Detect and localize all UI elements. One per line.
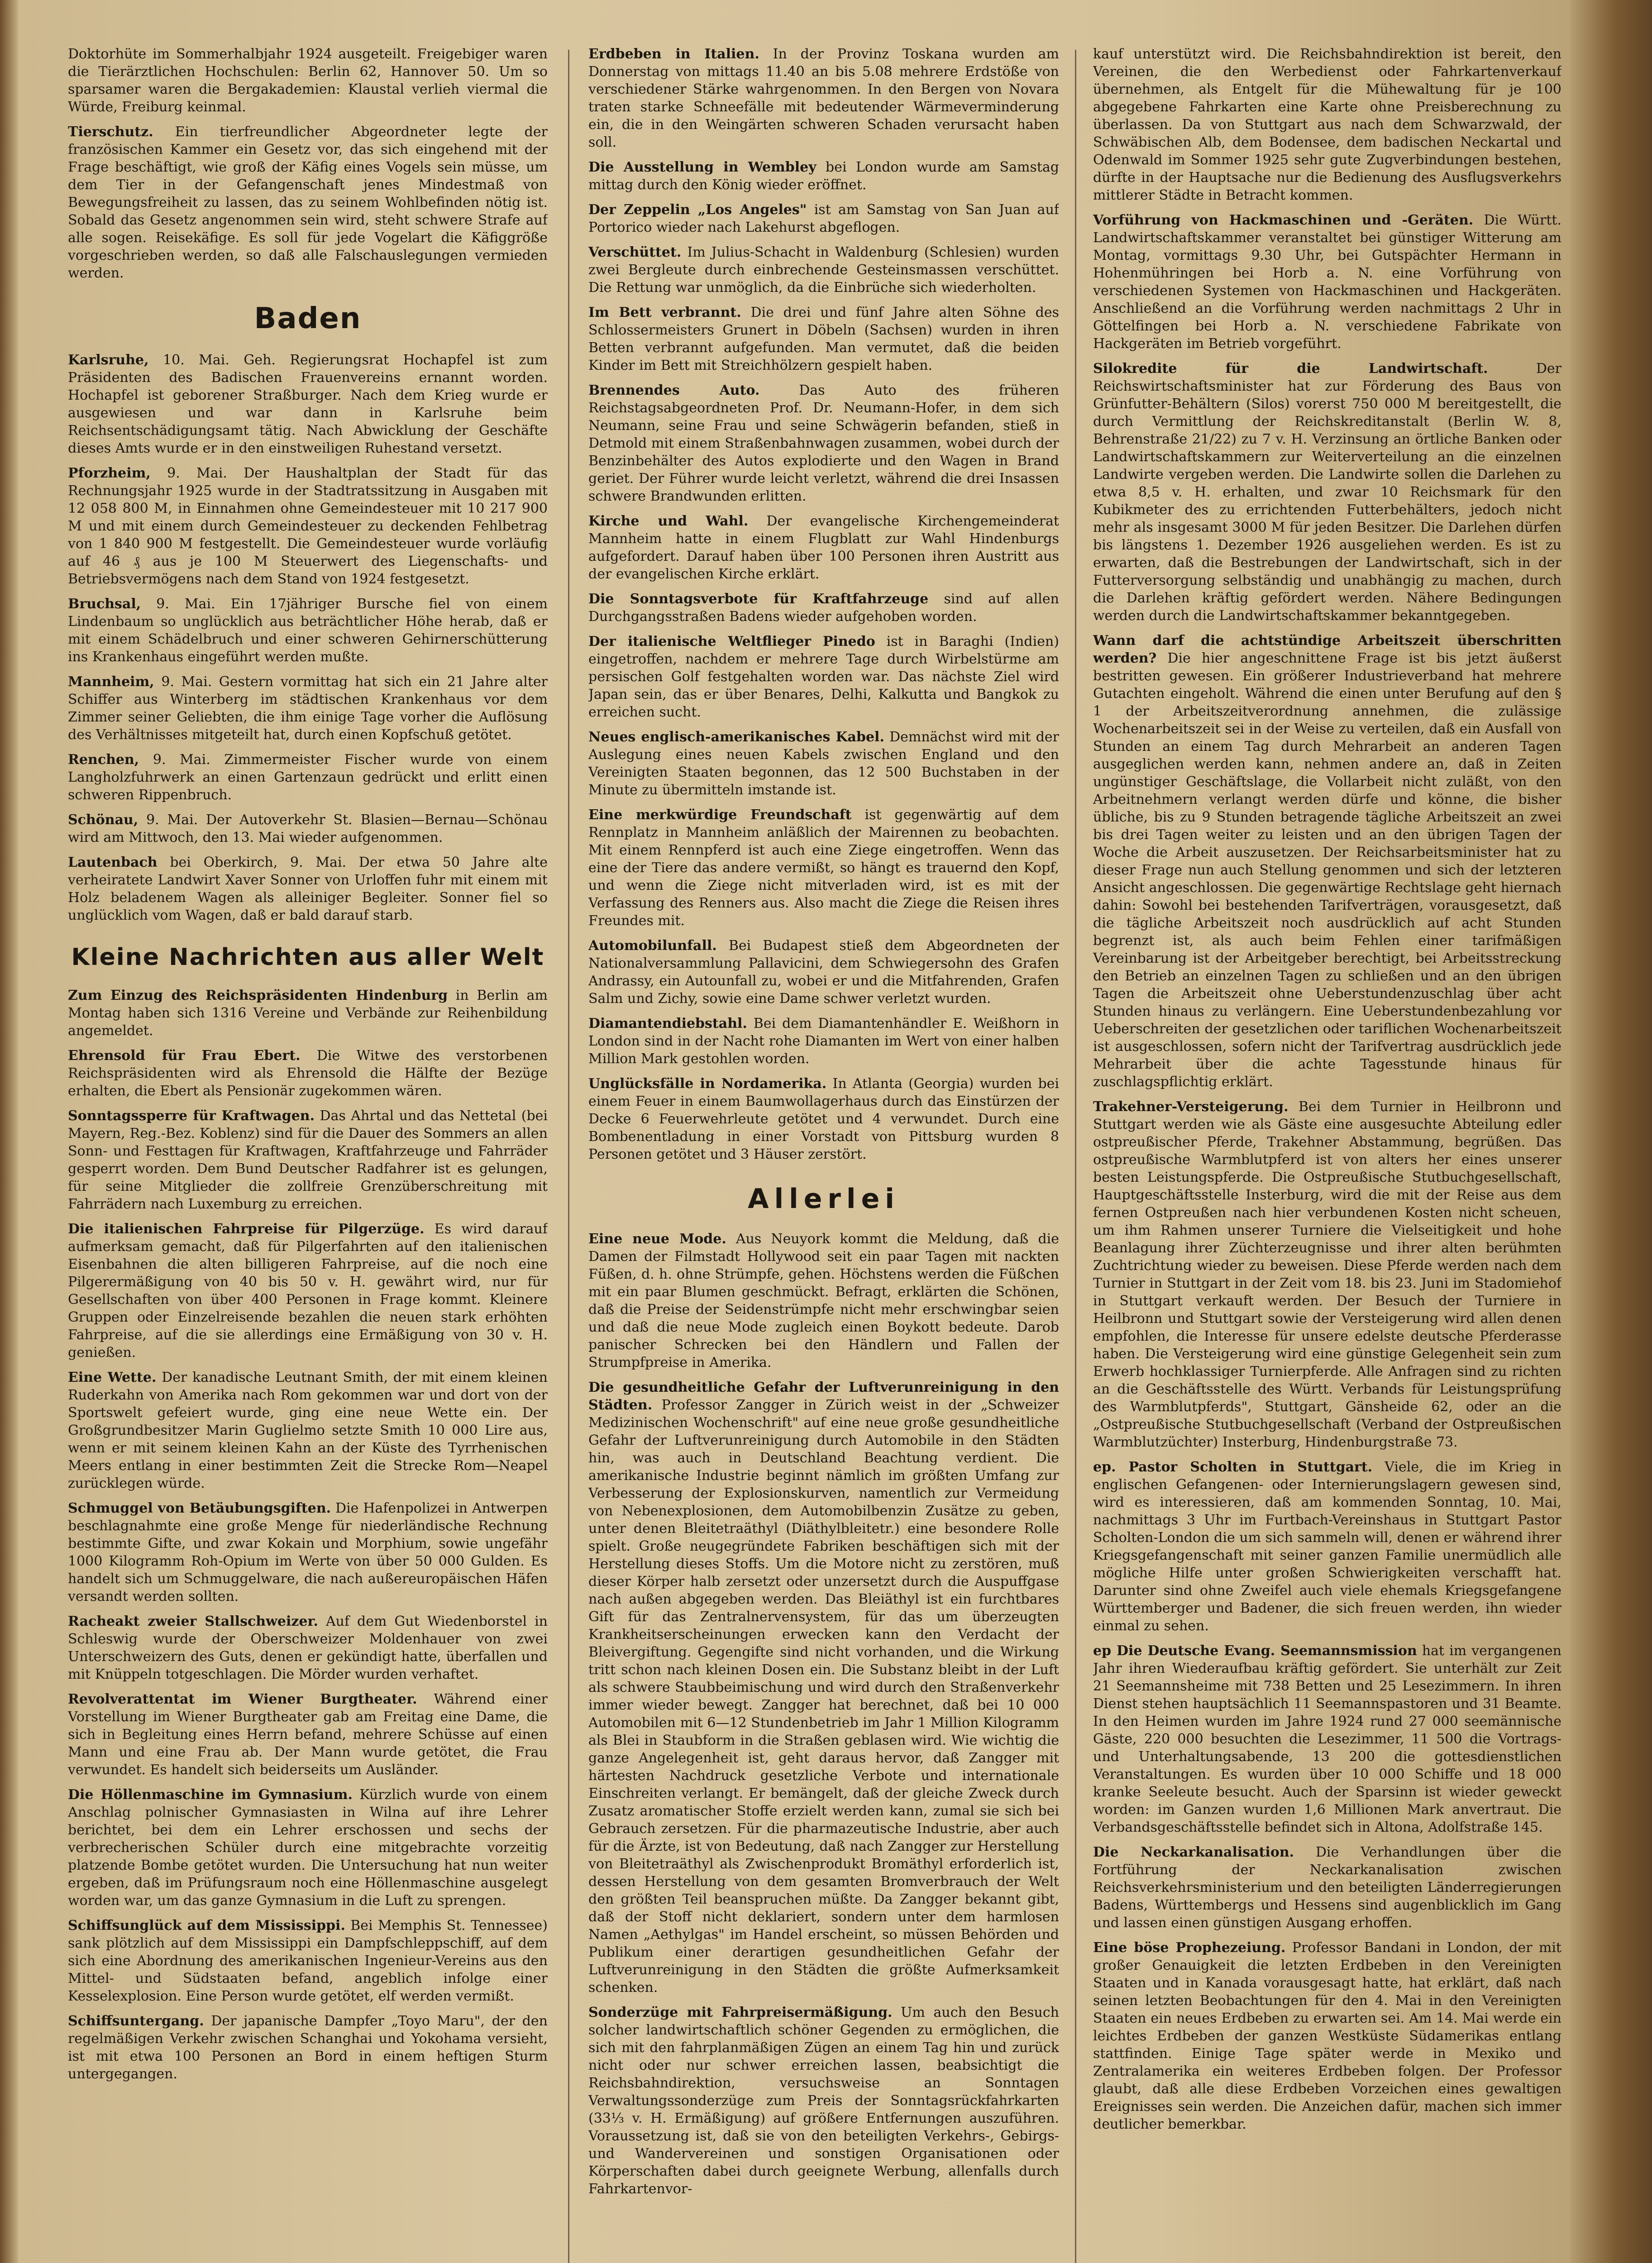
article-text: Der japanische Dampfer „Toyo Maru", der den regelmäßigen Verkehr zwischen Schanghai und Yokohama versieht, ist mit etwa 100 Personen an Bord in einem heftigen Sturm untergegangen. (68, 2013, 548, 2082)
news-articles (588, 45, 1059, 1163)
article-text: Um auch den Besuch solcher landwirtschaftlich schöner Gegenden zu ermöglichen, die sich mit den fahrplanmäßigen Zügen an einem Tag hin und zurück nicht oder nur schwer erreichen lassen, beabsichtigt die Reichsbahndirektion, versuchsweise an Sonntagen Verwaltungssonderzüge zum Preis der Sonntagsrückfahrkarten (33⅓ v. H. Ermäßigung) auf größere Entfernungen auszuführen. Voraussetzung ist, daß sie von den beteiligten Verkehrs-, Gebirgs- und Wandervereinen und sonstigen Organisationen oder Körperschaften dabei durch geeignete Werbung, allenfalls durch Fahrkartenvor- (588, 2005, 1059, 2197)
article-paragraph (68, 1613, 548, 1683)
section-title-allerlei: Allerlei (748, 1183, 900, 1215)
article-headline: Schmuggel von Betäubungsgiften. (68, 1500, 331, 1516)
article-paragraph (588, 512, 1059, 583)
article-paragraph (68, 1690, 548, 1779)
article-text: Die Württ. Landwirtschaftskammer veranstaltet bei günstiger Witterung am Montag, vormittags 9.30 Uhr, bei Gutspächter Hermann in Hohenmühringen bei Horb a. N. eine Vorführung von verschiedenen Systemen von Hackmaschinen und Hackgeräten. Anschließend an die Vorführung werden nachmittags 2 Uhr in Göttelfingen bei Horb a. N. verschiedene Fabrikate von Hackgeräten im Betrieb vorgeführt. (1093, 212, 1561, 352)
article-headline: Mannheim, (68, 674, 154, 690)
baden-articles (68, 351, 548, 924)
article-headline: Sonntagssperre für Kraftwagen. (68, 1108, 315, 1124)
article-paragraph (588, 728, 1059, 799)
article-paragraph (68, 751, 548, 804)
article-text: Bei dem Turnier in Heilbronn und Stuttgart werden wie als Gäste eine ausgesuchte Abteilung edler ostpreußischer Pferde, Trakehner Abstammung, begrüßen. Das ostpreußische Warmblutpferd ist von alters her eines unserer besten Leistungspferde. Die Ostpreußische Stutbuchgesellschaft, Hauptgeschäftsstelle Insterburg, wird die mit der Reise aus dem fernen Ostpreußen nach hier verbundenen Kosten nicht scheuen, um ihm Rahmen unserer Turniere die Vielseitigkeit und hohe Beanlagung ihrer Züchterzeugnisse und ihrer alten berühmten Zuchtrichtung wieder zu beweisen. Diese Pferde werden nach dem Turnier in Stuttgart in der Zeit vom 18. bis 23. Juni im Stadomiehof in Stuttgart verkauft werden. Der Besuch der Turniere in Heilbronn und Stuttgart sowie der Versteigerung wird allen denen empfohlen, die Interesse für unsere edelste deutsche Pferderasse haben. Die Versteigerung wird eine günstige Gelegenheit sein zum Erwerb hochklassiger Turnierpferde. Alle Anfragen sind zu richten an die Geschäftsstelle des Württ. Verbands für Leistungsprüfung des Warmblutpferds", Stuttgart, Gänsheide 62, oder an die „Ostpreußische Stutbuchgesellschaft (Verband der Ostpreußischen Warmblutzüchter) Insterburg, Hindenburgstraße 73. (1093, 1099, 1561, 1450)
article-text: Es wird darauf aufmerksam gemacht, daß für Pilgerfahrten auf den italienischen Eisenbahnen die alten billigeren Fahrpreise, auf die noch eine Pilgerermäßigung von 40 bis 50 v. H. gewährt wird, nur für Gesellschaften von über 400 Personen in Frage kommt. Kleinere Gruppen oder Einzelreisende bezahlen die neuen stark erhöhten Fahrpreise, auf die sie allerdings eine Ermäßigung von 30 v. H. genießen. (68, 1221, 548, 1361)
article-text: Das Ahrtal und das Nettetal (bei Mayern, Reg.-Bez. Koblenz) sind für die Dauer des Sommers an allen Sonn- und Festtagen für Kraftwagen, Kraftfahrzeuge und Fahrräder gesperrt worden. Dem Bund Deutscher Radfahrer ist es gelungen, für seine Mitglieder die zollfreie Grenzüberschreitung mit Fahrrädern nach Luxemburg zu erreichen. (68, 1108, 548, 1212)
article-text: Die Witwe des verstorbenen Reichspräsidenten wird als Ehrensold die Hälfte der Bezüge erhalten, die Ebert als Pensionär zugekommen wären. (68, 1047, 548, 1099)
article-paragraph (68, 1786, 548, 1910)
article-text: In der Provinz Toskana wurden am Donnerstag von mittags 11.40 an bis 5.08 mehrere Erdstöße von verschiedener Stärke wahrgenommen. In den Bergen von Novara traten starke Schneefälle mit bedeutender Wärmeverminderung ein, die in den Weingärten schweren Schaden verursacht haben soll. (588, 46, 1059, 150)
article-paragraph (68, 351, 548, 457)
article-paragraph (68, 2012, 548, 2083)
article-headline: Schiffsuntergang. (68, 2013, 204, 2029)
article-text: Doktorhüte im Sommerhalbjahr 1924 ausgeteilt. Freigebiger waren die Tierärztlichen Hochschulen: Berlin 62, Hannover 50. Um so sparsamer waren die Bergakademien: Klaustal verlieh viermal die Würde, Freiburg keinmal. (68, 46, 548, 115)
section-title-kleine-nachrichten: Kleine Nachrichten aus aller Welt (71, 944, 544, 971)
article-text: in Berlin am Montag haben sich 1316 Vereine und Verbände zur Reihenbildung angemeldet. (68, 987, 548, 1039)
article-headline: Wann darf die achtstündige Arbeitszeit überschritten werden? (1093, 633, 1561, 666)
article-headline: Schiffsunglück auf dem Mississippi. (68, 1917, 345, 1934)
article-paragraph (68, 854, 548, 924)
article-paragraph (1093, 632, 1561, 1091)
article-paragraph (588, 382, 1059, 505)
article-text: Die drei und fünf Jahre alten Söhne des Schlossermeisters Grunert in Döbeln (Sachsen) wurden in ihren Betten verbrannt aufgefunden. Man vermutet, daß die beiden Kinder im Bett mit Streichhölzern gespielt haben. (588, 305, 1059, 373)
article-text: 9. Mai. Ein 17jähriger Bursche fiel von einem Lindenbaum so unglücklich aus beträchtlicher Höhe herab, daß er mit einem Schädelbruch und einer schweren Gehirnerschütterung ins Krankenhaus eingeführt werden mußte. (68, 596, 548, 665)
article-paragraph (68, 1499, 548, 1605)
article-text: kauf unterstützt wird. Die Reichsbahndirektion ist bereit, den Vereinen, die den Werbedienst oder Fahrkartenverkauf übernehmen, als Entgelt für die Mühewaltung für je 100 abgegebene Fahrkarten eine Karte ohne Preisberechnung zu überlassen. Da von Stuttgart aus nach dem Schwarzwald, der Schwäbischen Alb, dem Bodensee, dem badischen Neckartal und Odenwald im Sommer 1925 sehr gute Zugverbindungen bestehen, dürfte in der Hauptsache nur die Bedienung des Ausflugsverkehrs mittlerer Städte in Betracht kommen. (1093, 46, 1561, 203)
article-paragraph (68, 1107, 548, 1213)
kleine-nachrichten-articles (68, 987, 548, 2083)
article-text: ist in Baraghi (Indien) eingetroffen, nachdem er mehrere Tage durch Wirbelstürme am persischen Golf festgehalten worden war. Das nächste Ziel wird Japan sein, das er über Benares, Delhi, Kalkutta und Bangkok zu erreichen sucht. (588, 634, 1059, 720)
article-paragraph (68, 1220, 548, 1361)
article-text: Aus Neuyork kommt die Meldung, daß die Damen der Filmstadt Hollywood seit ein paar Tagen mit nackten Füßen, d. h. ohne Strümpfe, gehen. Höchstens werden die Füßchen mit ein paar Blumen geschmückt. Befragt, erklärten die Schönen, daß die Preise der Seidenstrümpfe nicht mehr erschwingbar seien und daß die neue Mode zugleich einen Boykott bedeute. Darob panischer Schrecken bei den Händlern und Fallen der Strumpfpreise in Amerika. (588, 1231, 1059, 1370)
article-paragraph (1093, 360, 1561, 625)
intro-articles (68, 45, 548, 282)
page-right-edge (1571, 0, 1652, 2263)
article-text: Der Reichswirtschaftsminister hat zur Förderung des Baus von Grünfutter-Behältern (Silos) vorerst 750 000 M bereitgestellt, die durch Vermittlung der Reichskreditanstalt (Berlin W. 8, Behrenstraße 21/22) zu 7 v. H. Verzinsung an örtliche Banken oder Landwirtschaftskammern zur Weiterverteilung an die einzelnen Landwirte vergeben werden. Die Landwirte sollen die Darlehen zu etwa 8,5 v. H. erhalten, und zwar 10 Reichsmark für den Kubikmeter des zu errichtenden Futterbehälters, jedoch nicht mehr als insgesamt 3000 M für jeden Besitzer. Die Darlehen dürfen bis längstens 1. Dezember 1926 ausgeliehen werden. Es ist zu erwarten, daß die Bestrebungen der Landwirtschaft, sich in der Futterversorgung selbständig und unabhängig zu machen, durch die Darlehen kräftig gefördert werden. Nähere Bedingungen werden durch die Landwirtschaftskammer bekanntgegeben. (1093, 361, 1561, 624)
article-headline: Die Ausstellung in Wembley (588, 159, 816, 175)
article-text: Die Verhandlungen über die Fortführung der Neckarkanalisation zwischen Reichsverkehrsministerium und den beteiligten Länderregierungen Badens, Württembergs und Hessens sind augenblicklich im Gang und lassen einen günstigen Ausgang erhoffen. (1093, 1844, 1561, 1931)
article-headline: Trakehner-Versteigerung. (1093, 1099, 1289, 1115)
article-headline: Karlsruhe, (68, 352, 149, 368)
article-text: 10. Mai. Geh. Regierungsrat Hochapfel ist zum Präsidenten des Badischen Frauenvereins ernannt worden. Hochapfel ist geborener Straßburger. Nach dem Krieg wurde er ausgewiesen und war dann in Karlsruhe beim Reichsentschädigungsamt tätig. Nach Abwicklung der Geschäfte dieses Amts wurde er in den einstweiligen Ruhestand versetzt. (68, 352, 548, 457)
article-text: ist gegenwärtig auf dem Rennplatz in Mannheim anläßlich der Mairennen zu beobachten. Mit einem Rennpferd ist auch eine Ziege eingetroffen. Wenn das eine der Tiere das andere vermißt, so hängt es trauernd den Kopf, und wenn die Ziege nicht mitverladen wird, ist es mit der Verfassung des Renners aus. Also macht die Ziege die Reisen ihres Freundes mit. (588, 807, 1059, 929)
article-paragraph (1093, 45, 1561, 204)
article-text: sind auf allen Durchgangsstraßen Badens wieder aufgehoben worden. (588, 591, 1059, 625)
article-text: hat im vergangenen Jahr ihren Wiederaufbau kräftig gefördert. Sie unterhält zur Zeit 21 Seemannsheime mit 738 Betten und 25 Lesezimmern. In ihren Dienst stehen hauptsächlich 11 Seemannspastoren und 31 Beamte. In den Heimen wurden im Jahre 1924 rund 27 000 seemännische Gäste, 220 000 besuchten die Lesezimmer, 11 500 die Vortrags- und Unterhaltungsabende, 13 200 die gottesdienstlichen Veranstaltungen. Es wurden über 10 000 Schiffe und 18 000 kranke Seeleute besucht. Auch der Sparsinn ist wieder geweckt worden: im Ganzen wurden 1,6 Millionen Mark anvertraut. Die Verbandsgeschäftsstelle befindet sich in Altona, Adolfstraße 145. (1093, 1643, 1561, 1835)
article-text: Im Julius-Schacht in Waldenburg (Schlesien) wurden zwei Bergleute durch einbrechende Gesteinsmassen verschüttet. Die Rettung war unmöglich, da die Einbrüche sich wiederholten. (588, 244, 1059, 296)
article-headline: Eine merkwürdige Freundschaft (588, 807, 852, 823)
article-text: Auf dem Gut Wiedenborstel in Schleswig wurde der Oberschweizer Moldenhauer von zwei Unterschweizern des Guts, denen er gekündigt hatte, überfallen und mit Knüppeln totgeschlagen. Die Mörder wurden verhaftet. (68, 1613, 548, 1682)
article-paragraph (68, 45, 548, 116)
article-paragraph (1093, 1098, 1561, 1451)
article-headline: Eine neue Mode. (588, 1231, 726, 1247)
article-text: Ein tierfreundlicher Abgeordneter legte der französischen Kammer ein Gesetz vor, das sich eingehend mit der Frage beschäftigt, wie groß der Käfig eines Vogels sein müsse, um dem Tier in der Gefangenschaft jenes Mindestmaß von Bewegungsfreiheit zu lassen, das zu seinem Wohlbefinden nötig ist. Sobald das Gesetz angenommen sein wird, steht schwere Strafe auf alle sogen. Reisekäfige. Es soll für jede Vogelart die Käfiggröße vorgeschrieben werden, so daß alle Falschauslegungen vermieden werden. (68, 124, 548, 281)
article-paragraph (1093, 1642, 1561, 1836)
article-text: Kürzlich wurde von einem Anschlag polnischer Gymnasiasten in Wilna auf ihre Lehrer berichtet, bei dem ein Lehrer erschossen und sechs der verbrecherischen Schüler durch eine mitgebrachte vorzeitig platzende Bombe getötet wurden. Die Untersuchung hat nun weiter ergeben, daß im Prüfungsraum noch eine Höllenmaschine ausgelegt worden war, um das ganze Gymnasium in die Luft zu sprengen. (68, 1786, 548, 1909)
article-headline: Die gesundheitliche Gefahr der Luftverunreinigung in den Städten. (588, 1380, 1059, 1413)
article-paragraph (588, 1075, 1059, 1163)
article-paragraph (1093, 1458, 1561, 1635)
regional-articles (1093, 45, 1561, 2133)
section-title-baden: Baden (254, 302, 362, 335)
article-paragraph (588, 1015, 1059, 1068)
article-headline: Neues englisch-amerikanisches Kabel. (588, 729, 884, 745)
article-headline: Verschüttet. (588, 244, 682, 260)
article-paragraph (68, 1369, 548, 1492)
article-text: Bei dem Diamantenhändler E. Weißhorn in London sind in der Nacht rohe Diamanten im Wert von einer halben Million Mark gestohlen worden. (588, 1016, 1059, 1067)
article-paragraph (588, 243, 1059, 296)
article-headline: Automobilunfall. (588, 938, 717, 954)
article-paragraph (68, 811, 548, 846)
article-headline: ep. Pastor Scholten in Stuttgart. (1093, 1459, 1373, 1475)
article-headline: Zum Einzug des Reichspräsidenten Hindenburg (68, 987, 448, 1003)
article-headline: Vorführung von Hackmaschinen und -Geräten. (1093, 212, 1474, 228)
article-headline: Bruchsal, (68, 596, 141, 612)
column-right (1093, 45, 1561, 2263)
article-headline: Die Höllenmaschine im Gymnasium. (68, 1786, 353, 1803)
article-text: Das Auto des früheren Reichstagsabgeordneten Prof. Dr. Neumann-Hofer, in dem sich Neumann, seine Frau und seine Schwägerin befanden, stieß in Detmold mit einem Straßenbahnwagen zusammen, wobei durch der Benzinbehälter des Autos explodierte und den Wagen in Brand geriet. Der Führer wurde leicht verletzt, während die drei Insassen schwere Brandwunden erlitten. (588, 382, 1059, 504)
article-headline: Die Sonntagsverbote für Kraftfahrzeuge (588, 591, 929, 607)
article-headline: Der italienische Weltflieger Pinedo (588, 634, 875, 649)
article-paragraph (1093, 1939, 1561, 2133)
article-paragraph (1093, 1843, 1561, 1932)
article-text: Der evangelische Kirchengemeinderat Mannheim hatte in einem Flugblatt zur Wahl Hindenburgs aufgefordert. Darauf haben über 100 Personen ihren Austritt aus der evangelischen Kirche erklärt. (588, 513, 1059, 582)
article-headline: Die Neckarkanalisation. (1093, 1844, 1294, 1860)
article-text: 9. Mai. Der Haushaltplan der Stadt für das Rechnungsjahr 1925 wurde in der Stadtratssitzung in Ausgaben mit 12 058 800 M, in Einnahmen ohne Gemeindesteuer mit 10 217 900 M und mit einem durch Gemeindesteuer zu deckenden Fehlbetrag von 1 840 900 M festgestellt. Die Gemeindesteuer wurde vorläufig auf 46 ₰ aus je 100 M Steuerwert des Liegenschafts- und Betriebsvermögens nach dem Stand von 1924 festgesetzt. (68, 465, 548, 587)
article-text: Professor Bandani in London, der mit großer Genauigkeit die letzten Erdbeben in den Vereinigten Staaten und in Kanada vorausgesagt hatte, hat erklärt, daß nach seinen letzten Beobachtungen für den 4. Mai in den Vereinigten Staaten ein neues Erdbeben zu erwarten sei. Am 14. Mai werde ein leichtes Erdbeben der ganzen Westküste Südamerikas entlang stattfinden. Einige Tage später werde in Mexiko und Zentralamerika ein weiteres Erdbeben folgen. Der Professor glaubt, daß alle diese Erdbeben Vorzeichen eines gewaltigen Ereignisses sein werden. Die Anzeichen dafür, machen sich immer deutlicher bemerkbar. (1093, 1940, 1561, 2132)
article-headline: Tierschutz. (68, 124, 153, 140)
article-text: In Atlanta (Georgia) wurden bei einem Feuer in einem Baumwollagerhaus durch das Einstürzen der Decke 6 Feuerwehrleute getötet und 4 verwundet. Durch eine Bombenentladung in einer Vorstadt von Pittsburg wurden 8 Personen getötet und 3 Häuser zerstört. (588, 1076, 1059, 1162)
article-headline: Die italienischen Fahrpreise für Pilgerzüge. (68, 1221, 425, 1237)
article-text: Bei Memphis St. Tennessee) sank plötzlich auf dem Mississippi ein Dampfschleppschiff, auf dem sich eine Abordnung des amerikanischen Ingenieur-Vereins aus den Mittel- und Südstaaten befand, angeblich infolge einer Kesselexplosion. Eine Person wurde getötet, elf werden vermißt. (68, 1917, 548, 2004)
article-headline: Ehrensold für Frau Ebert. (68, 1047, 301, 1064)
article-headline: Racheakt zweier Stallschweizer. (68, 1613, 318, 1629)
article-text: 9. Mai. Gestern vormittag hat sich ein 21 Jahre alter Schiffer aus Winterberg im städtischen Krankenhaus vor dem Zimmer seiner Geliebten, die ihm einige Tage vorher die Auflösung des Verhältnisses mitgeteilt hat, durch einen Kopfschuß getötet. (68, 674, 548, 743)
article-headline: Unglücksfälle in Nordamerika. (588, 1076, 827, 1092)
article-text: Die hier angeschnittene Frage ist bis jetzt äußerst bestritten gewesen. Ein größerer Industrieverband hat mehrere Gutachten eingeholt. Während die einen unter Berufung auf den § 1 der Arbeitszeitverordnung annehmen, die zulässige Wochenarbeitszeit sei in der Weise zu verteilen, daß ein Ausfall von Stunden an einem Tag durch Mehrarbeit an anderen Tagen ausgeglichen werden kann, nehmen andere an, daß in Zeiten ungünstiger Geschäftslage, die Vollarbeit nicht zuläßt, von den Arbeitnehmern verlangt werden dürfe und könne, die bisher übliche, bis zu 9 Stunden betragende tägliche Arbeitszeit an zwei bis drei Tagen weiter zu leisten und an den übrigen Tagen der Woche die Arbeit auszusetzen. Der Reichsarbeitsminister hat zu dieser Frage nun auch Stellung genommen und sich der letzteren Ansicht angeschlossen. Die gegenwärtige Rechtslage geht hiernach dahin: Sowohl bei bestehenden Tarifverträgen, vorausgesetzt, daß die tägliche Arbeitszeit noch ausdrücklich auf acht Stunden begrenzt ist, als auch beim Fehlen einer tarifmäßigen Vereinbarung ist der Arbeitgeber berechtigt, bei Arbeitsstreckung den Betrieb an einzelnen Tagen zu schließen und an den übrigen Tagen die Arbeitszeit ohne Ueberstundenzuschlag über acht Stunden hinaus zu verlängern. Eine Ueberstundenbezahlung vor Ueberschreiten der gesetzlichen oder tariflichen Wochenarbeitszeit ist ausgeschlossen, sofern nicht der Tarifvertrag ausdrücklich jede Mehrarbeit über die achte Tagesstunde hinaus für zuschlagspflichtig erklärt. (1093, 650, 1561, 1090)
article-headline: Pforzheim, (68, 465, 151, 482)
article-headline: Brennendes Auto. (588, 382, 760, 398)
article-text: Professor Zangger in Zürich weist in der „Schweizer Medizinischen Wochenschrift" auf eine neue große gesundheitliche Gefahr der Luftverunreinigung durch Automobile in den Städten hin, was auch in Deutschland Beachtung verdient. Die amerikanische Industrie beginnt nämlich im größten Umfang zur Verbesserung der Explosionskurven, namentlich zur Vermeidung von Nebenexplosionen, dem Automobilbenzin Zusätze zu geben, unter denen Bleitetraäthyl (Diäthylbleitetr.) eine besondere Rolle spielt. Große neugegründete Fabriken beschäftigen sich mit der Herstellung dieses Stoffs. Um die Motore nicht zu zerstören, muß dieser Körper halb zersetzt oder unzersetzt durch die Auspuffgase nach außen abgegeben werden. Das Bleiäthyl ist ein furchtbares Gift für das Zentralnervensystem, für das um überzeugten Krankheitserscheinungen erwecken kann den Verdacht der Bleivergiftung. Gegengifte sind nicht vorhanden, und die Wirkung tritt schon nach kleinen Dosen ein. Die Substanz bleibt in der Luft als schwere Staubbeimischung und wird durch den Straßenverkehr immer wieder bewegt. Zangger hat berechnet, daß bei 10 000 Automobilen mit 6—12 Stundenbetrieb im Jahr 1 Million Kilogramm als Blei in Staubform in die Straßen geblasen wird. Wie wichtig die ganze Angelegenheit ist, geht daraus hervor, daß Zangger mit härtesten Nachdruck gesetzliche Verbote und internationale Einschreiten verlangt. Er bemängelt, daß der gleiche Zweck durch Zusatz aromatischer Stoffe erzielt werden kann, zumal sie sich bei Gebrauch zersetzen. Für die pharmazeutische Industrie, aber auch für die Ärzte, ist von Bedeutung, daß nach Zangger zur Herstellung von Bleitetraäthyl als Zwischenprodukt Bromäthyl erforderlich ist, dessen Herstellung von dem gesamten Bromverbrauch der Welt den größten Teil beanspruchen müßte. Da Zangger bekannt gibt, daß der Stoff nicht deklariert, sondern unter dem harmlosen Namen „Aethylgas" im Handel erscheint, so müssen Behörden und Publikum einer derartigen gesundheitlichen Gefahr der Luftverunreinigung in den Städten die größte Aufmerksamkeit schenken. (588, 1397, 1059, 1996)
article-headline: Diamantendiebstahl. (588, 1016, 747, 1031)
article-text: Bei Budapest stieß dem Abgeordneten der Nationalversammlung Pallavicini, dem Schwiegersohn des Grafen Andrassy, ein Autounfall zu, wobei er und die Mitfahrenden, Grafen Salm und Zichy, sowie eine Dame schwer verletzt wurden. (588, 938, 1059, 1007)
page-left-edge (0, 0, 18, 2263)
article-text: Viele, die im Krieg in englischen Gefangenen- oder Internierungslagern gewesen sind, wird es interessieren, daß am kommenden Sonntag, 10. Mai, nachmittags 3 Uhr im Furtbach-Vereinshaus in Stuttgart Pastor Scholten-London die um sich sammeln will, denen er während ihrer Kriegsgefangenschaft mit seiner ganzen Familie unermüdlich alle mögliche Hilfe unter großen Schwierigkeiten verschafft hat. Darunter sind ohne Zweifel auch viele ehemals Kriegsgefangene Württemberger und Badener, die sich freuen werden, ihn wieder einmal zu sehen. (1093, 1459, 1561, 1634)
article-text: Die Hafenpolizei in Antwerpen beschlagnahmte eine große Menge für niederländische Rechnung bestimmte Gifte, und zwar Kokain und Morphium, sowie ungefähr 1000 Kilogramm Roh-Opium im Werte von über 50 000 Gulden. Es handelt sich um Schmuggelware, die nach außereuropäischen Häfen versandt werden sollten. (68, 1500, 548, 1604)
article-headline: ep Die Deutsche Evang. Seemannsmission (1093, 1643, 1417, 1659)
article-paragraph (68, 595, 548, 666)
article-paragraph (68, 1047, 548, 1100)
article-paragraph (588, 937, 1059, 1007)
article-paragraph (588, 1230, 1059, 1371)
article-paragraph (68, 987, 548, 1040)
article-headline: Eine Wette. (68, 1369, 157, 1385)
article-headline: Sonderzüge mit Fahrpreisermäßigung. (588, 2005, 893, 2020)
article-headline: Der Zeppelin „Los Angeles" (588, 202, 807, 218)
article-headline: Kirche und Wahl. (588, 513, 749, 529)
article-headline: Silokredite für die Landwirtschaft. (1093, 361, 1488, 377)
article-paragraph (588, 201, 1059, 236)
article-paragraph (588, 158, 1059, 194)
article-text: bei London wurde am Samstag mittag durch den König wieder eröffnet. (588, 159, 1059, 193)
article-paragraph (588, 633, 1059, 721)
article-paragraph (588, 1379, 1059, 1996)
article-headline: Erdbeben in Italien. (588, 46, 759, 62)
article-paragraph (588, 590, 1059, 625)
article-text: bei Oberkirch, 9. Mai. Der etwa 50 Jahre alte verheiratete Landwirt Xaver Sonner von Urloffen fuhr mit einem mit Holz beladenem Wagen als alleiniger Begleiter. Sonner fiel so unglücklich vom Wagen, daß er bald darauf starb. (68, 855, 548, 924)
article-paragraph (588, 2004, 1059, 2198)
article-text: Der kanadische Leutnant Smith, der mit einem kleinen Ruderkahn von Amerika nach Rom gekommen war und dort von der Sportswelt gefeiert wurde, ging eine neue Wette ein. Der Großgrundbesitzer Marin Guglielmo setzte Smith 10 000 Lire aus, wenn er mit seinem kleinen Kahn an der Küste des Tyrrhenischen Meers entlang in einer bestimmten Zeit die Strecke Rom—Neapel zurücklegen würde. (68, 1369, 548, 1491)
article-paragraph (1093, 211, 1561, 353)
column-left (68, 45, 548, 2263)
article-text: 9. Mai. Der Autoverkehr St. Blasien—Bernau—Schönau wird am Mittwoch, den 13. Mai wieder aufgenommen. (68, 812, 548, 846)
article-paragraph (588, 806, 1059, 930)
article-paragraph (68, 123, 548, 282)
article-paragraph (68, 1917, 548, 2005)
article-headline: Eine böse Prophezeiung. (1093, 1940, 1286, 1956)
article-headline: Lautenbach (68, 855, 158, 871)
article-headline: Revolverattentat im Wiener Burgtheater. (68, 1691, 417, 1707)
article-text: ist am Samstag von San Juan auf Portorico wieder nach Lakehurst abgeflogen. (588, 202, 1059, 235)
article-headline: Renchen, (68, 752, 139, 768)
article-text: 9. Mai. Zimmermeister Fischer wurde von einem Langholzfuhrwerk an einen Gartenzaun gedrückt und erlitt einen schweren Rippenbruch. (68, 752, 548, 803)
article-paragraph (588, 304, 1059, 374)
article-headline: Schönau, (68, 812, 138, 828)
article-paragraph (68, 673, 548, 744)
article-paragraph (68, 464, 548, 588)
article-headline: Im Bett verbrannt. (588, 305, 741, 320)
column-middle (588, 45, 1059, 2263)
article-text: Demnächst wird mit der Auslegung eines neuen Kabels zwischen England und den Vereinigten Staaten begonnen, das 12 500 Buchstaben in der Minute zu übermitteln imstande ist. (588, 729, 1059, 798)
allerlei-articles (588, 1230, 1059, 2198)
column-rule-1 (568, 50, 569, 2263)
article-text: Während einer Vorstellung im Wiener Burgtheater gab am Freitag eine Dame, die sich in Begleitung eines Herrn befand, mehrere Schüsse auf einen Mann und eine Frau ab. Der Mann wurde getötet, die Frau verwundet. Es handelt sich beiderseits um Ausländer. (68, 1691, 548, 1778)
column-rule-2 (1075, 50, 1076, 2263)
article-paragraph (588, 45, 1059, 151)
